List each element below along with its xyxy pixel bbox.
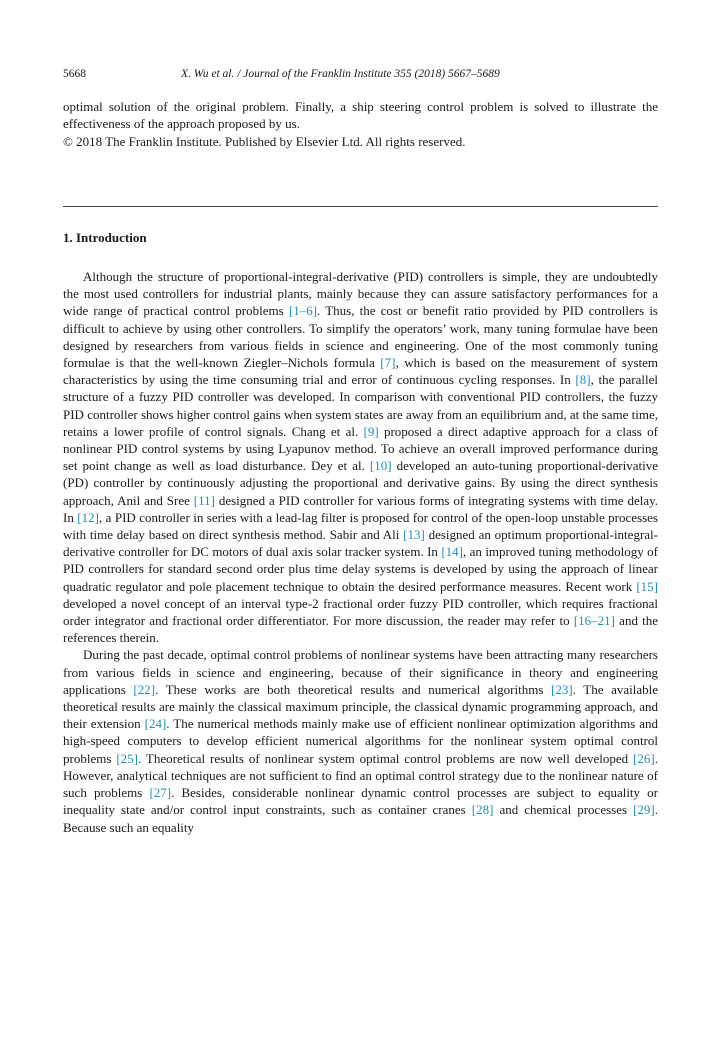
- citation-link[interactable]: [1–6]: [288, 303, 318, 319]
- text-run: and chemical processes: [493, 802, 634, 818]
- citation-link[interactable]: [28]: [471, 802, 494, 818]
- text-run: . The available theoretical results are mainly the classical maximum principle, the classical dynamic programming approach, and their extension: [63, 681, 658, 732]
- citation-link[interactable]: [13]: [403, 527, 425, 543]
- text-run: proposed a direct adaptive approach for a class of nonlinear PID control systems by using Lyapunov method. To achieve an overall improved performance during set point change as well as load disturbance. Dey et al.: [63, 423, 658, 474]
- copyright-notice: © 2018 The Franklin Institute. Published by Elsevier Ltd. All rights reserved.: [63, 134, 466, 149]
- abstract-text: optimal solution of the original problem. Finally, a ship steering control problem is solved to illustrate the effectiveness of the approach proposed by us.: [63, 99, 658, 131]
- text-run: developed an auto-tuning proportional-derivative (PD) controller by continuously adjusting the proportional and derivative gains. By using the direct synthesis approach, Anil and Sree: [63, 458, 658, 508]
- running-title: X. Wu et al. / Journal of the Franklin Institute 355 (2018) 5667–5689: [181, 68, 500, 80]
- text-run: . The numerical methods mainly make use of efficient nonlinear optimization algorithms and high-speed computers to develop efficient numerical algorithms for the nonlinear system optimal control problems: [63, 716, 658, 766]
- citation-link[interactable]: [16–21]: [573, 613, 615, 629]
- paragraph-1: [63, 268, 658, 646]
- text-run: , a PID controller in series with a lead-lag filter is proposed for control of the open-loop unstable processes with time delay based on direct synthesis method. Sabir and Ali: [63, 509, 658, 543]
- text-run: , an improved tuning methodology of PID controllers for standard second order plus time delay systems is developed by using the approach of linear quadratic regulator and pole placement technique to obtain the desired performance measures. Recent work: [63, 544, 658, 594]
- citation-link[interactable]: [14]: [441, 544, 463, 560]
- text-run: developed a novel concept of an interval type-2 fractional order fuzzy PID controller, which requires fractional order integrator and fractional order differentiator. For more discussion, the reader may refer to: [63, 595, 658, 629]
- section-title: 1. Introduction: [63, 230, 147, 245]
- text-run: . These works are both theoretical results and numerical algorithms: [155, 681, 551, 697]
- text-run: During the past decade, optimal control problems of nonlinear systems have been attracting many researchers from various fields in science and engineering, because of their significance in theory and engineering applications: [63, 647, 658, 697]
- citation-link[interactable]: [12]: [77, 509, 99, 525]
- citation-link[interactable]: [9]: [363, 423, 379, 439]
- citation-link[interactable]: [26]: [633, 750, 655, 766]
- article-body: [63, 268, 658, 836]
- text-run: . Because such an equality: [63, 802, 658, 835]
- text-run: Although the structure of proportional-integral-derivative (PID) controllers is simple, they are undoubtedly the most used controllers for industrial plants, mainly because they can assure satisfactory performances for a wide range of practical control problems: [63, 269, 658, 319]
- page-number: 5668: [63, 68, 86, 80]
- citation-link[interactable]: [29]: [633, 802, 655, 818]
- text-run: . However, analytical techniques are not sufficient to find an optimal control strategy due to the nonlinear nature of such problems: [63, 750, 658, 801]
- citation-link[interactable]: [11]: [193, 492, 215, 508]
- abstract-continuation: [63, 98, 658, 150]
- citation-link[interactable]: [7]: [380, 355, 396, 371]
- section-divider: [63, 206, 658, 207]
- citation-link[interactable]: [10]: [369, 458, 392, 474]
- citation-link[interactable]: [25]: [116, 750, 138, 766]
- text-run: designed a PID controller for various forms of integrating systems with time delay. In: [63, 492, 658, 525]
- text-run: designed an optimum proportional-integral-derivative controller for DC motors of dual axis solar tracker system. In: [63, 527, 658, 560]
- text-run: . Theoretical results of nonlinear system optimal control problems are now well developed: [137, 750, 634, 766]
- citation-link[interactable]: [22]: [133, 681, 156, 697]
- text-run: , the parallel structure of a fuzzy PID controller was developed. In comparison with conventional PID controllers, the fuzzy PID controller shows higher control gains when system states are away from an equilibrium and, at the same time, retains a lower profile of control signals. Chang et al.: [63, 372, 659, 439]
- citation-link[interactable]: [24]: [144, 716, 167, 732]
- citation-link[interactable]: [27]: [149, 785, 172, 801]
- text-run: . Besides, considerable nonlinear dynamic control processes are subject to equality or inequality state and/or control input constraints, such as container cranes: [63, 785, 658, 818]
- text-run: and the references therein.: [63, 613, 658, 646]
- text-run: , which is based on the measurement of system characteristics by using the time consuming trial and error of continuous cycling responses. In: [63, 355, 658, 388]
- paragraph-2: [63, 646, 658, 835]
- text-run: . Thus, the cost or benefit ratio provided by PID controllers is difficult to achieve by using other controllers. To simplify the operators’ work, many tuning formulae have been designed by researchers from various fields in science and engineering. One of the most commonly tuning formulae is that the well-known Ziegler–Nichols formula: [63, 303, 658, 371]
- citation-link[interactable]: [15]: [636, 578, 658, 594]
- citation-link[interactable]: [23]: [550, 681, 573, 697]
- citation-link[interactable]: [8]: [575, 372, 591, 388]
